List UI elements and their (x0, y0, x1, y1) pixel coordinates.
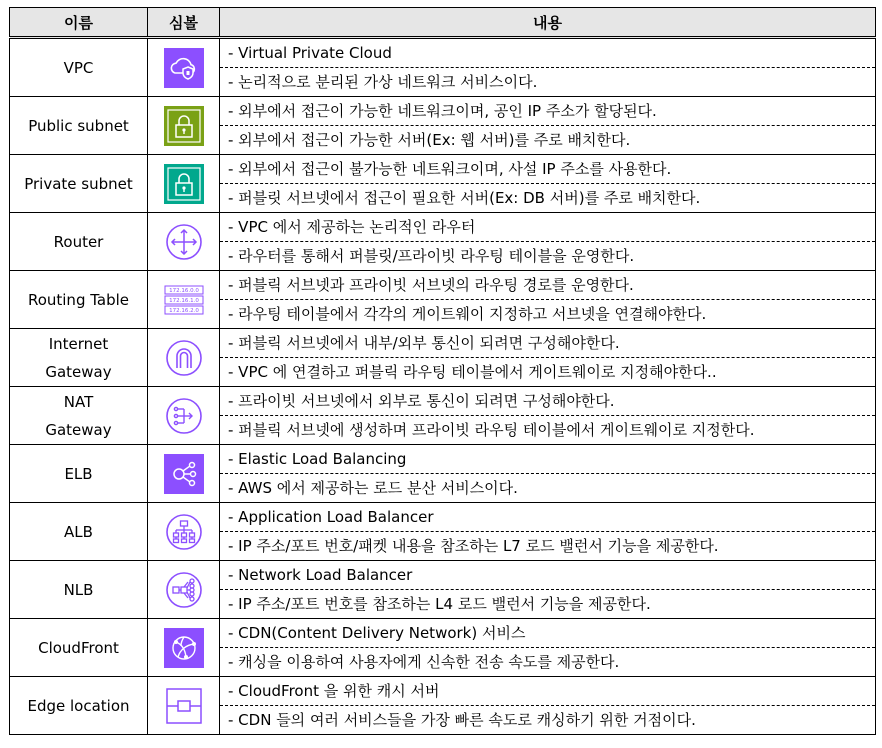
desc-line: - IP 주소/포트 번호/패켓 내용을 참조하는 L7 로드 밸런서 기능을 제공한다. (220, 531, 875, 560)
header-name: 이름 (10, 8, 148, 38)
nat-gateway-icon (164, 396, 204, 436)
desc-line: - 퍼블릭 서브넷과 프라이빗 서브넷의 라우팅 경로를 운영한다. (228, 276, 634, 294)
table-row-routing-table (10, 271, 876, 329)
desc-line: - 프라이빗 서브넷에서 외부로 통신이 되려면 구성해야한다. (228, 392, 615, 410)
router-icon (164, 222, 204, 262)
cloudfront-icon (164, 628, 204, 668)
table-row-public-subnet (10, 97, 876, 155)
desc-line: - IP 주소/포트 번호를 참조하는 L4 로드 밸런서 기능을 제공한다. (220, 589, 875, 618)
desc-line: - AWS 에서 제공하는 로드 분산 서비스이다. (220, 473, 875, 502)
vpc-cloud-shield-icon (164, 48, 204, 88)
desc-line: - 퍼블릭 서브넷에서 내부/외부 통신이 되려면 구성해야한다. (228, 334, 620, 352)
routing-table-icon (163, 284, 205, 316)
row-name: Edge location (10, 677, 148, 735)
edge-location-icon (164, 686, 204, 726)
row-name: Gateway (45, 420, 112, 439)
row-name: Router (10, 213, 148, 271)
aws-network-table (9, 7, 876, 735)
row-name: Public subnet (10, 97, 148, 155)
table-row-internet-gateway (10, 329, 876, 387)
table-row-elb (10, 445, 876, 503)
desc-line: - CloudFront 을 위한 캐시 서버 (228, 682, 440, 700)
desc-line: - 퍼블릭 서브넷에 생성하며 프라이빗 라우팅 테이블에서 게이트웨이로 지정한다. (220, 415, 875, 444)
desc-line: - Application Load Balancer (228, 508, 434, 526)
nlb-icon (164, 570, 204, 610)
header-row (10, 8, 876, 38)
row-name: Routing Table (10, 271, 148, 329)
desc-line: - VPC 에 연결하고 퍼블릭 라우팅 테이블에서 게이트웨이로 지정해야한다.. (220, 357, 875, 386)
desc-line: - Network Load Balancer (228, 566, 413, 584)
row-name: VPC (10, 38, 148, 97)
table-row-private-subnet (10, 155, 876, 213)
internet-gateway-icon (164, 338, 204, 378)
desc-line: - 라우터를 통해서 퍼블릿/프라이빗 라우팅 테이블을 운영한다. (220, 241, 875, 270)
public-subnet-lock-icon (164, 106, 204, 146)
route-entry-2: 172.16.1.0 (168, 297, 199, 304)
desc-line: - 라우팅 테이블에서 각각의 게이트웨이 지정하고 서브넷을 연결해야한다. (220, 299, 875, 328)
private-subnet-lock-icon (164, 164, 204, 204)
desc-line: - CDN(Content Delivery Network) 서비스 (228, 624, 526, 642)
row-name: NLB (10, 561, 148, 619)
desc-line: - 캐싱을 이용하여 사용자에게 신속한 전송 속도를 제공한다. (220, 647, 875, 676)
alb-icon (164, 512, 204, 552)
table-row-cloudfront (10, 619, 876, 677)
table-row-alb (10, 503, 876, 561)
desc-line: - 외부에서 접근이 불가능한 네트워크이며, 사설 IP 주소를 사용한다. (228, 160, 672, 178)
table-row-edge-location (10, 677, 876, 735)
desc-line: - 외부에서 접근이 가능한 서버(Ex: 웹 서버)를 주로 배치한다. (220, 125, 875, 154)
route-entry-1: 172.16.0.0 (168, 287, 199, 294)
header-content: 내용 (220, 8, 876, 38)
elb-icon (164, 454, 204, 494)
route-entry-3: 172.16.2.0 (168, 307, 199, 314)
desc-line: - Virtual Private Cloud (228, 44, 392, 62)
row-name: ELB (10, 445, 148, 503)
table-row-router (10, 213, 876, 271)
desc-line: - 퍼블릿 서브넷에서 접근이 필요한 서버(Ex: DB 서버)를 주로 배치한다. (220, 183, 875, 212)
desc-line: - 외부에서 접근이 가능한 네트워크이며, 공인 IP 주소가 할당된다. (228, 102, 657, 120)
table-row-nlb (10, 561, 876, 619)
row-name: Private subnet (10, 155, 148, 213)
header-symbol: 심볼 (148, 8, 220, 38)
desc-line: - VPC 에서 제공하는 논리적인 라우터 (228, 218, 476, 236)
row-name: Gateway (45, 362, 112, 381)
desc-line: - CDN 들의 여러 서비스들을 가장 빠른 속도로 캐싱하기 위한 거점이다. (220, 705, 875, 734)
table-row-nat-gateway (10, 387, 876, 445)
row-name: NAT (63, 392, 94, 411)
row-name: CloudFront (10, 619, 148, 677)
desc-line: - Elastic Load Balancing (228, 450, 407, 468)
row-name: Internet (48, 334, 109, 353)
table-row-vpc (10, 38, 876, 97)
row-name: ALB (10, 503, 148, 561)
desc-line: - 논리적으로 분리된 가상 네트워크 서비스이다. (220, 67, 875, 96)
